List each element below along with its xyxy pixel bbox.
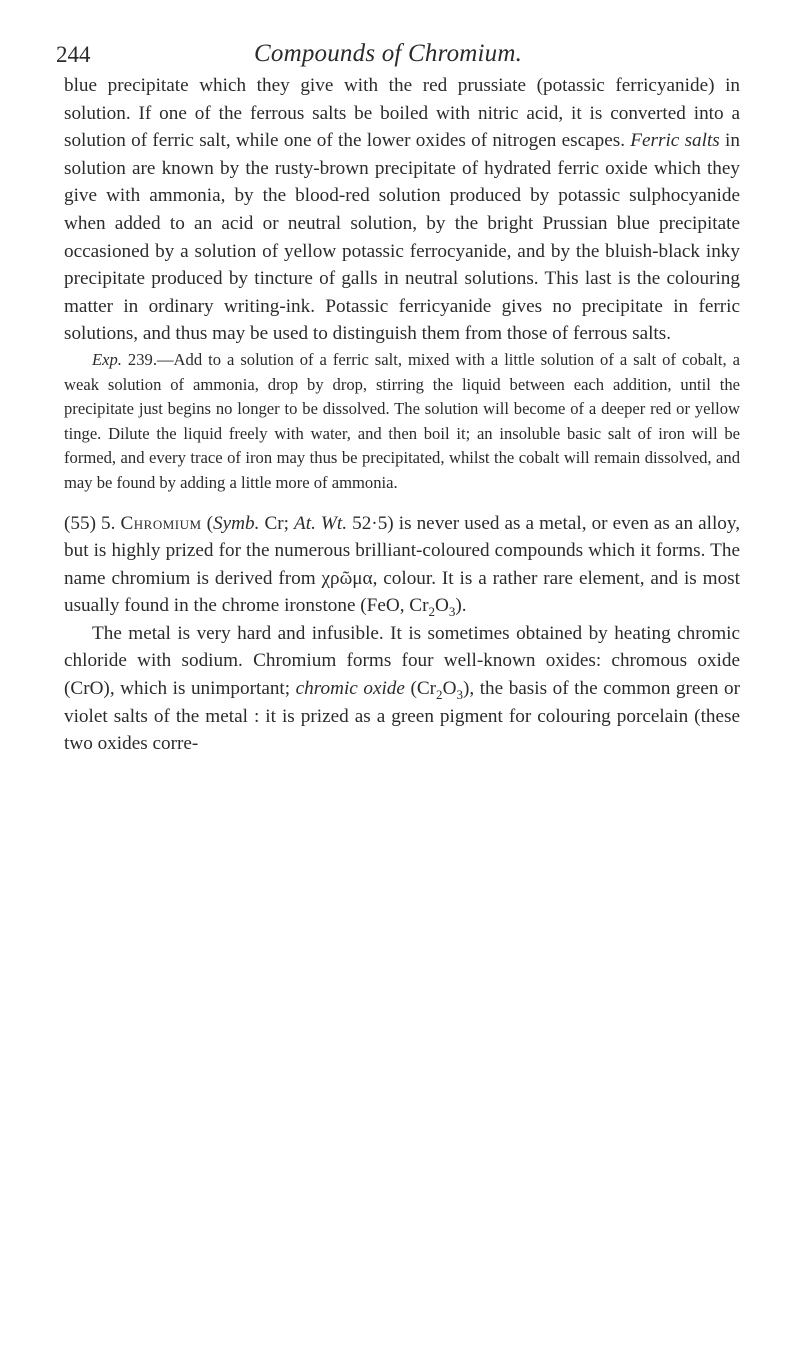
book-page xyxy=(56,0,741,758)
text-run: O xyxy=(435,595,449,617)
subscript: 3 xyxy=(456,686,463,702)
experiment-239 xyxy=(64,348,740,496)
text-run: , colour. It is a rather rare element, and is most usually found in the chrome ironstone (FeO, Cr xyxy=(64,567,740,617)
subscript: 3 xyxy=(448,604,456,620)
italic-term: Ferric salts xyxy=(630,130,720,152)
text-run: ( xyxy=(201,512,214,534)
text-run: The metal is very hard and infusible. It is sometimes obtained by heating chromic chloride with sodium. Chromium forms four well-known oxides: chromous oxide (CrO), which is unimportant; xyxy=(64,622,740,700)
at-wt-label: At. Wt. xyxy=(294,512,348,534)
text-run: 52·5) is never used as a metal, or even as an alloy, but is highly prized for the numerous brilliant-coloured compounds which it forms. The name chromium is derived from xyxy=(64,512,741,589)
greek-word: χρῶμα xyxy=(321,567,373,589)
text-run: blue precipitate which they give with the red prussiate (potassic ferricyanide) in solution. If one of the ferrous salts be boiled with nitric acid, it is converted into a solution of ferric salt, while one of the lower oxides of nitrogen escapes. xyxy=(64,75,740,152)
symb-value: Cr; xyxy=(259,512,295,534)
running-head xyxy=(56,0,740,70)
subscript: 2 xyxy=(428,604,436,620)
symb-label: Symb. xyxy=(213,512,260,534)
text-run: ). xyxy=(455,595,467,617)
section-55-chromium xyxy=(64,510,740,620)
section-heading: Chromium xyxy=(120,512,202,534)
text-run: O xyxy=(442,678,457,700)
section-number: (55) 5. xyxy=(64,512,121,534)
running-title: Compounds of Chromium. xyxy=(254,40,523,67)
text-run: in solution are known by the rusty-brown precipitate of hydrated ferric oxide which they give with ammonia, by the blood-red solution produced by potassic sulphocyanide when added to an acid or neutral solution, by the bright Prussian blue precipitate occasioned by a solution of yellow potassic ferrocyanide, and by the bluish-black inky precipitate produced by tincture of galls in neutral solutions. This last is the colouring matter in ordinary writing-ink. Potassic ferricyanide gives no precipitate in ferric solutions, and thus may be used to distinguish them from those of ferrous salts. xyxy=(64,130,740,345)
text-run: (Cr xyxy=(404,678,437,700)
paragraph-chromium-oxides xyxy=(64,620,740,758)
page-number: 244 xyxy=(56,42,91,67)
exp-text: 239.—Add to a solution of a ferric salt, mixed with a little solution of a salt of cobalt, a weak solution of ammonia, drop by drop, stirring the liquid between each addition, until the precipitate just begins no longer to be dissolved. The solution will become of a deeper red or yellow tinge. Dilute the liquid freely with water, and then boil it; an insoluble basic salt of iron will be formed, and every trace of iron may thus be precipitated, whilst the cobalt will remain dissolved, and may be found by adding a little more of ammonia. xyxy=(64,349,740,492)
text-run: ), the basis of the common green or violet salts of the metal : it is prized as a green pigment for colouring porcelain (these two oxides corre- xyxy=(64,678,740,755)
exp-label: Exp. xyxy=(92,349,122,369)
subscript: 2 xyxy=(436,686,443,702)
paragraph-ferric-salts xyxy=(64,72,740,348)
italic-term: chromic oxide xyxy=(295,678,405,700)
